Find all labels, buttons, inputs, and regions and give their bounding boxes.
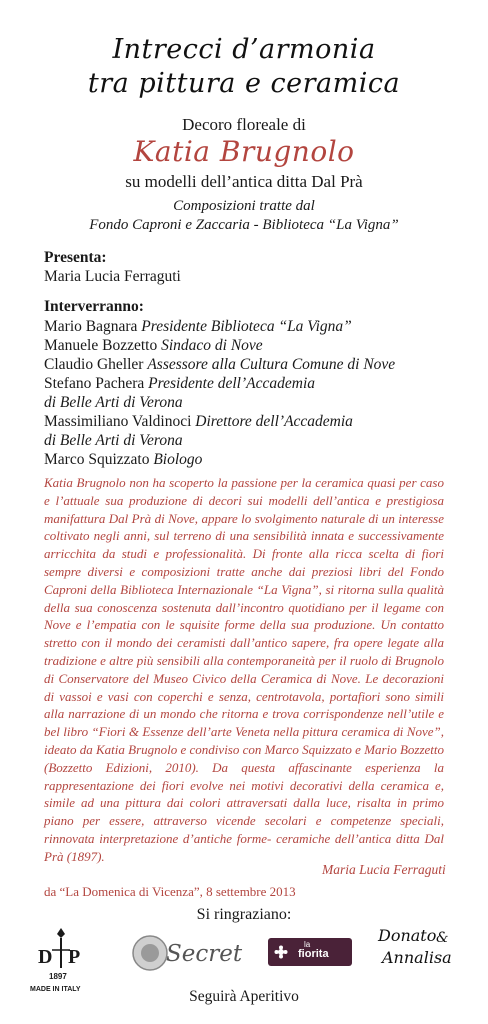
dal-pra-logo (30, 928, 92, 994)
donato-annalisa-logo (378, 926, 458, 976)
fiorita-small: la (304, 940, 311, 949)
speaker-name: Mario Bagnara (44, 318, 138, 335)
speaker-name: Stefano Pachera (44, 375, 145, 392)
speaker-list (44, 318, 395, 470)
artist-name: Katia Brugnolo (133, 135, 355, 168)
speaker-role: Direttore dell’Accademia (195, 413, 353, 430)
presenta-heading: Presenta: (44, 249, 107, 266)
speaker-role: Sindaco di Nove (161, 337, 263, 354)
speaker-role: Assessore alla Cultura Comune di Nove (147, 356, 396, 373)
speaker-row (44, 318, 395, 337)
aperitivo-note: Seguirà Aperitivo (189, 988, 299, 1005)
speaker-role: di Belle Arti di Verona (44, 432, 183, 449)
secret-logo (130, 933, 243, 973)
decoro-label: Decoro floreale di (182, 115, 306, 134)
speaker-row (44, 394, 395, 413)
dp-year: 1897 (49, 972, 67, 981)
speaker-role: Presidente dell’Accademia (148, 375, 316, 392)
thanks-heading: Si ringraziano: (196, 906, 292, 923)
fiorita-big: fiorita (298, 948, 329, 960)
speaker-name: Claudio Gheller (44, 356, 144, 373)
speaker-role: Biologo (153, 451, 203, 468)
speaker-name: Marco Squizzato (44, 451, 150, 468)
dp-letter-d: D (38, 946, 53, 968)
article-signature: Maria Lucia Ferraguti (322, 862, 446, 877)
composizioni-line-1: Composizioni tratte dal (173, 198, 315, 214)
dp-letter-p: P (68, 946, 81, 968)
modelli-line: su modelli dell’antica ditta Dal Prà (125, 172, 363, 191)
la-fiorita-logo (268, 938, 352, 966)
article-source: da “La Domenica di Vicenza”, 8 settembre 2013 (44, 884, 296, 899)
speaker-row (44, 356, 395, 375)
secret-wordmark: Secret (166, 941, 243, 967)
speaker-row (44, 375, 395, 394)
donato-ampersand: & (436, 930, 449, 946)
donato-line-1: Donato (378, 926, 437, 945)
speaker-role: di Belle Arti di Verona (44, 394, 183, 411)
dp-made-in-italy: MADE IN ITALY (30, 986, 81, 993)
donato-line-2: Annalisa (382, 948, 452, 967)
speaker-row (44, 451, 395, 470)
speaker-name: Manuele Bozzetto (44, 337, 158, 354)
speaker-role: Presidente Biblioteca “La Vigna” (141, 318, 352, 335)
flower-icon (274, 945, 288, 959)
article-text: Katia Brugnolo non ha scoperto la passione per la ceramica quasi per caso e l’attuale sua produzione di decori sui modelli dell’antica e prestigiosa manifattura Dal Prà di Nove, appare lo svolgimento naturale di un interesse coltivato negli anni, sul terreno di una sensibilità innata e successivamente arricchita da studi e professionalità. Di fronte alla ricca scelta di fiori sempre diversi e composizioni tratte anche dai preziosi libri del Fondo Caproni della Biblioteca Internazionale “La Vigna”, si ritorna sulla qualità della sua conoscenza sostenuta dall’incontro quotidiano per il legame con Nove e l’empatia con le squisite forme della sua produzione. Un contatto stretto con il mondo dei ceramisti dall’antico sapere, fra opere legate alla tradizione e altre più sensibili alla contemporaneità per il ruolo di Brugnolo di Conservatore del Museo Civico della Ceramica di Nove. Le decorazioni di vassoi e vasi con coperchi e senza, centrotavola, portafiori sono simili alla narrazione di un mondo che ritorna e trova corrispondenze nell’utile e bel libro “Fiori & Essenze dell’arte Veneta nella pittura ceramica di Nove”, ideato da Katia Brugnolo e condiviso con Marco Squizzato e Mario Bozzetto (Bozzetto Edizioni, 2010). Da questa affascinante esperienza la rappresentazione dei fiori evolve nei motivi decorativi della ceramica e, simile ad una pittura dai colori attraversati dalla luce, risalta in primo piano per essere, attraverso vicende secolari e competenze speciali, rinnovata interpretazione d’antiche forme- ceramiche dell’antica ditta Dal Prà (1897). (44, 475, 444, 864)
secret-emblem-icon (130, 933, 170, 973)
speaker-row (44, 432, 395, 451)
presenta-name: Maria Lucia Ferraguti (44, 268, 181, 285)
composizioni-line-2: Fondo Caproni e Zaccaria - Biblioteca “La Vigna” (89, 217, 399, 233)
title-line-1: Intrecci d’armonia (112, 34, 376, 65)
speaker-row (44, 413, 395, 432)
title-line-2: tra pittura e ceramica (87, 68, 401, 99)
speaker-name: Massimiliano Valdinoci (44, 413, 192, 430)
speaker-row (44, 337, 395, 356)
interverranno-heading: Interverranno: (44, 298, 144, 315)
